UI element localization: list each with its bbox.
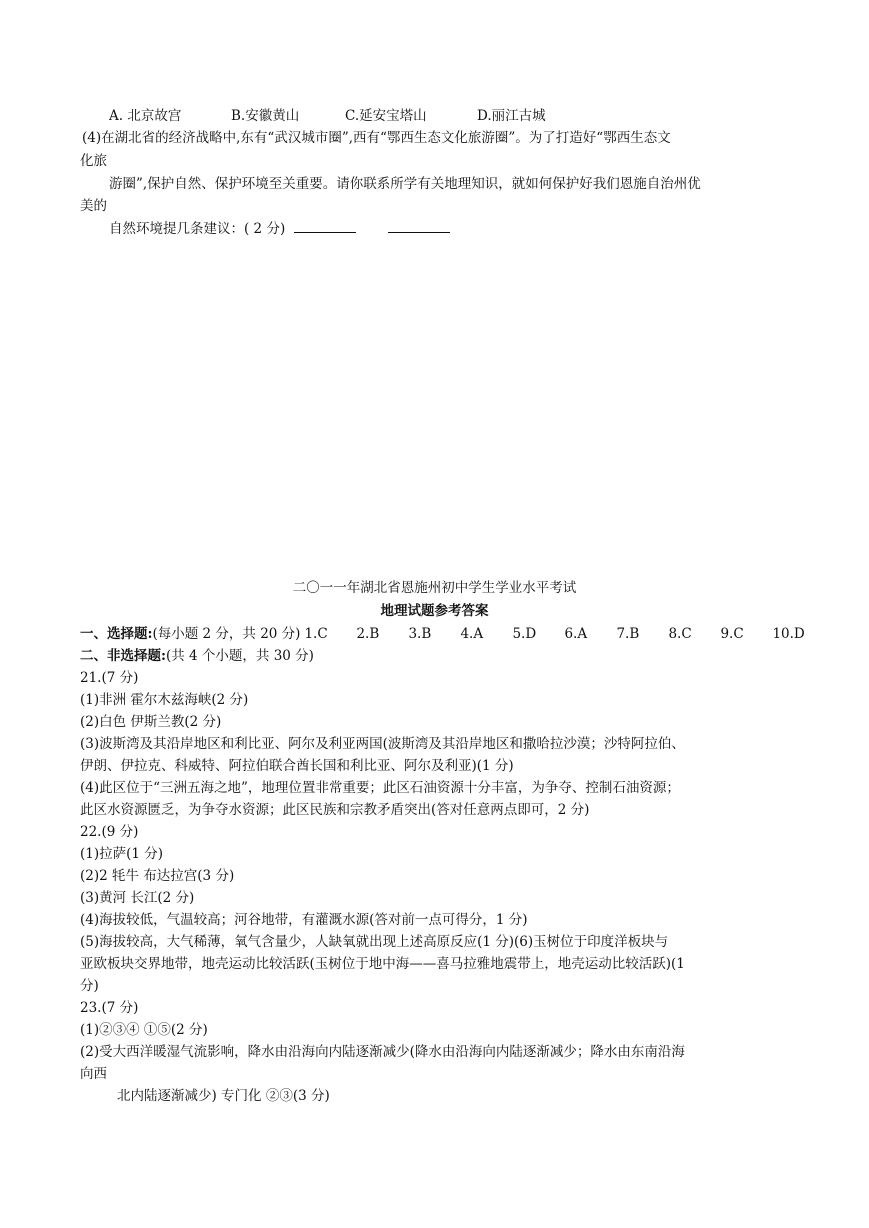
answer-blank-2[interactable] bbox=[388, 218, 450, 233]
question-4-line-2: 化旅 bbox=[80, 153, 107, 169]
section-2-label: 二、非选择题: bbox=[80, 648, 166, 664]
answer-blank-1[interactable] bbox=[294, 218, 356, 233]
question-4-line-3: 游圈”,保护自然、保护环境至关重要。请你联系所学有关地理知识，就如何保护好我们恩施自治州优 bbox=[109, 176, 701, 192]
answer-line: (2)2 牦牛 布达拉宫(3 分) bbox=[80, 868, 235, 884]
question-4-line-4: 美的 bbox=[80, 198, 107, 214]
answer-line: (2)白色 伊斯兰教(2 分) bbox=[80, 714, 222, 730]
mcq-answer: 6.A bbox=[564, 626, 588, 642]
section-2-note: (共 4 个小题，共 30 分) bbox=[165, 648, 314, 664]
answers-subtitle: 地理试题参考答案 bbox=[380, 603, 489, 619]
answer-line: (3)波斯湾及其沿岸地区和利比亚、阿尔及利亚两国(波斯湾及其沿岸地区和撒哈拉沙漠；沙特阿拉伯、 bbox=[80, 736, 685, 752]
option-c: C.延安宝塔山 bbox=[345, 108, 427, 124]
section-1-note: (每小题 2 分，共 20 分) bbox=[152, 626, 301, 642]
answer-line: (4)此区位于“三洲五海之地”，地理位置非常重要；此区石油资源十分丰富，为争夺、控制石油资源； bbox=[80, 780, 680, 796]
answer-line: (2)受大西洋暖湿气流影响，降水由沿海向内陆逐渐减少(降水由沿海向内陆逐渐减少；降水由东南沿海 bbox=[80, 1044, 685, 1060]
answer-line: (1)②③④ ①⑤(2 分) bbox=[80, 1022, 208, 1038]
answer-line: 向西 bbox=[80, 1066, 107, 1082]
answers-title: 二〇一一年湖北省恩施州初中学生学业水平考试 bbox=[292, 580, 577, 596]
option-b: B.安徽黄山 bbox=[231, 108, 300, 124]
mcq-answer: 1.C bbox=[304, 626, 328, 642]
mcq-answer: 9.C bbox=[720, 626, 744, 642]
answer-line: 22.(9 分) bbox=[80, 824, 139, 840]
question-4-line-1: (4)在湖北省的经济战略中,东有“武汉城市圈”,西有“鄂西生态文化旅游圈”。为了打造好“鄂西生态文 bbox=[82, 130, 671, 146]
mcq-answer: 2.B bbox=[356, 626, 380, 642]
mcq-answer: 10.D bbox=[772, 626, 805, 642]
section-2-line bbox=[80, 646, 314, 666]
answer-line: 23.(7 分) bbox=[80, 1000, 139, 1016]
section-1-label: 一、选择题: bbox=[80, 626, 153, 642]
option-d: D.丽江古城 bbox=[477, 108, 546, 124]
question-4-prompt: 自然环境提几条建议：( 2 分) bbox=[109, 221, 286, 237]
answer-line: (3)黄河 长江(2 分) bbox=[80, 890, 195, 906]
options-line bbox=[109, 106, 546, 126]
mcq-answer: 7.B bbox=[616, 626, 640, 642]
answer-line: 21.(7 分) bbox=[80, 670, 139, 686]
answer-line: (1)非洲 霍尔木兹海峡(2 分) bbox=[80, 692, 249, 708]
answer-line: (5)海拔较高，大气稀薄，氧气含量少，人缺氧就出现上述高原反应(1 分)(6)玉树位于印度洋板块与 bbox=[80, 934, 669, 950]
option-a: A. 北京故宫 bbox=[109, 108, 182, 124]
answer-line: 伊朗、伊拉克、科威特、阿拉伯联合酋长国和利比亚、阿尔及利亚)(1 分) bbox=[80, 758, 514, 774]
answer-line: (1)拉萨(1 分) bbox=[80, 846, 164, 862]
answer-line: 北内陆逐渐减少) 专门化 ②③(3 分) bbox=[117, 1088, 330, 1104]
mcq-answer: 3.B bbox=[408, 626, 432, 642]
mcq-answer: 8.C bbox=[668, 626, 692, 642]
mcq-answer: 4.A bbox=[460, 626, 484, 642]
answer-line: 亚欧板块交界地带，地壳运动比较活跃(玉树位于地中海——喜马拉雅地震带上，地壳运动比较活跃)(1 bbox=[80, 956, 685, 972]
answer-line: 分) bbox=[80, 978, 99, 994]
answer-line: (4)海拔较低，气温较高；河谷地带，有灌溉水源(答对前一点可得分，1 分) bbox=[80, 912, 528, 928]
section-1-line bbox=[80, 624, 805, 644]
answer-line: 此区水资源匮乏，为争夺水资源；此区民族和宗教矛盾突出(答对任意两点即可，2 分) bbox=[80, 802, 590, 818]
question-4-line-5 bbox=[109, 218, 450, 239]
mcq-answer: 5.D bbox=[512, 626, 537, 642]
